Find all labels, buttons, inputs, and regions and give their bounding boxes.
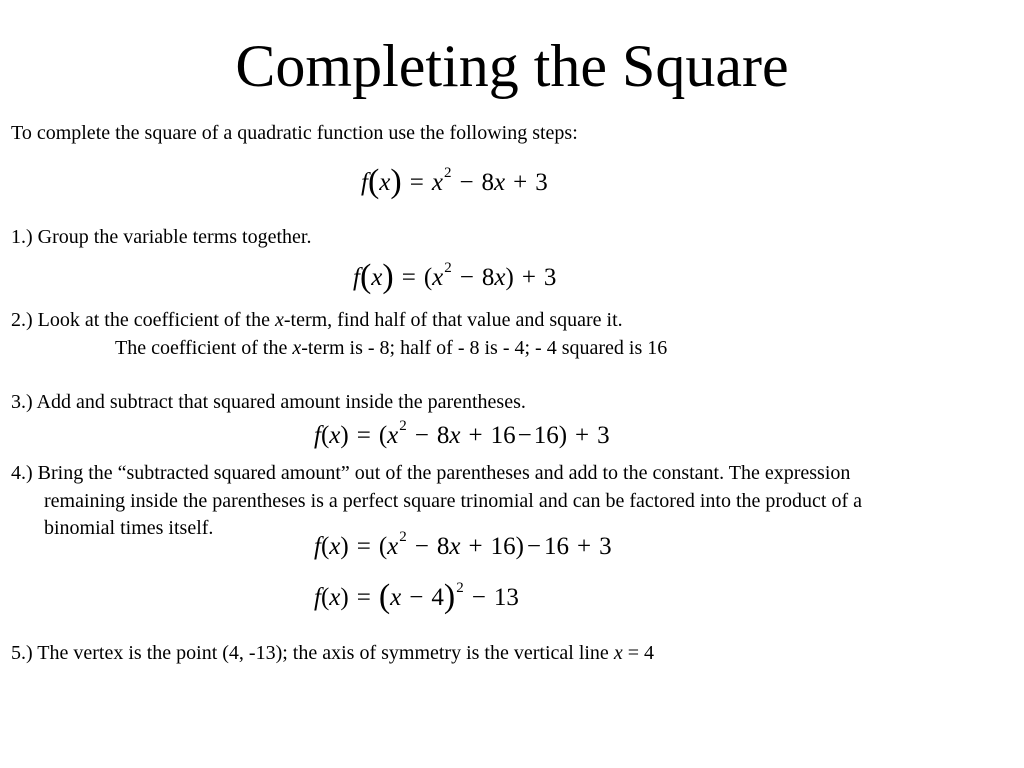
step-1: 1.) Group the variable terms together. bbox=[11, 226, 312, 248]
eq-operator: + bbox=[521, 264, 536, 291]
step-5-prefix: 5.) The vertex is the point (4, -13); the axis of symmetry is the vertical line bbox=[11, 642, 614, 664]
eq-var: x bbox=[371, 264, 383, 291]
eq-paren: ) bbox=[382, 258, 394, 295]
eq-paren: ) bbox=[505, 264, 514, 291]
eq-paren: ) bbox=[390, 163, 402, 200]
eq-paren: ( bbox=[378, 578, 391, 615]
eq-var: x bbox=[432, 264, 444, 291]
eq-var: x bbox=[494, 169, 506, 196]
eq-operator: − bbox=[471, 584, 486, 611]
eq-var: x bbox=[494, 264, 506, 291]
eq-exponent: 2 bbox=[399, 417, 407, 434]
equation-grouped bbox=[353, 259, 556, 294]
eq-paren: ( bbox=[359, 258, 372, 295]
eq-operator: − bbox=[409, 584, 424, 611]
step-5-var: x bbox=[613, 642, 623, 664]
step-2-detail-var: x bbox=[292, 337, 302, 359]
step-4-line-1: 4.) Bring the “subtracted squared amount” out of the parentheses and add to the constant. The expression bbox=[11, 462, 851, 484]
eq-sign: = bbox=[409, 169, 424, 196]
equation-add-subtract bbox=[314, 417, 610, 452]
eq-paren: ) bbox=[443, 578, 456, 615]
eq-func: f bbox=[353, 264, 360, 291]
eq-sign: = bbox=[356, 584, 371, 611]
eq-operator: + bbox=[577, 533, 592, 560]
eq-operator: − bbox=[414, 533, 429, 560]
equation-factored bbox=[314, 579, 519, 614]
step-2-prefix: 2.) Look at the coefficient of the bbox=[11, 309, 275, 331]
eq-paren: ) bbox=[340, 584, 349, 611]
eq-operator: + bbox=[468, 533, 483, 560]
eq-paren: ( bbox=[423, 264, 433, 291]
eq-paren: ( bbox=[320, 584, 330, 611]
eq-const: 16 bbox=[544, 533, 570, 560]
eq-var: x bbox=[329, 533, 341, 560]
eq-const: 3 bbox=[599, 533, 612, 560]
eq-func: f bbox=[361, 169, 368, 196]
eq-operator: − bbox=[526, 533, 542, 560]
eq-sign: = bbox=[401, 264, 416, 291]
eq-operator: − bbox=[517, 422, 532, 449]
eq-var: x bbox=[329, 584, 341, 611]
eq-var: x bbox=[390, 584, 402, 611]
eq-operator: + bbox=[575, 422, 590, 449]
eq-var: x bbox=[387, 422, 399, 449]
intro-text: To complete the square of a quadratic function use the following steps: bbox=[11, 122, 578, 144]
eq-const: 16 bbox=[533, 422, 559, 449]
eq-sign: = bbox=[356, 533, 371, 560]
step-5-suffix: = 4 bbox=[622, 642, 654, 664]
eq-var: x bbox=[379, 169, 391, 196]
eq-exponent: 2 bbox=[443, 164, 452, 181]
step-2-detail-suffix: -term is - 8; half of - 8 is - 4; - 4 squared is 16 bbox=[301, 337, 668, 359]
step-4-line-2: remaining inside the parentheses is a perfect square trinomial and can be factored into the product of a bbox=[44, 490, 863, 512]
eq-exponent: 2 bbox=[399, 528, 407, 545]
eq-const: 3 bbox=[543, 264, 557, 291]
eq-coef: 8 bbox=[481, 169, 495, 196]
eq-const: 16 bbox=[490, 422, 516, 449]
eq-paren: ( bbox=[378, 533, 388, 560]
eq-coef: 8 bbox=[436, 422, 450, 449]
eq-const: 13 bbox=[493, 584, 519, 611]
step-2-detail bbox=[115, 335, 667, 361]
eq-var: x bbox=[449, 422, 461, 449]
eq-var: x bbox=[449, 533, 461, 560]
eq-exponent: 2 bbox=[444, 259, 452, 276]
eq-func: f bbox=[314, 584, 321, 611]
eq-var: x bbox=[387, 533, 399, 560]
eq-const: 3 bbox=[597, 422, 610, 449]
eq-var: x bbox=[329, 422, 341, 449]
page-title: Completing the Square bbox=[235, 33, 789, 99]
eq-operator: − bbox=[459, 264, 474, 291]
eq-operator: + bbox=[468, 422, 483, 449]
step-4-line-3: binomial times itself. bbox=[44, 517, 214, 539]
eq-paren: ) bbox=[340, 422, 349, 449]
eq-paren: ) bbox=[558, 422, 568, 449]
eq-paren: ( bbox=[320, 533, 330, 560]
eq-paren: ( bbox=[378, 422, 388, 449]
step-2-var: x bbox=[274, 309, 284, 331]
equation-initial bbox=[361, 164, 548, 199]
step-2 bbox=[11, 307, 623, 333]
eq-coef: 8 bbox=[436, 533, 450, 560]
step-2-suffix: -term, find half of that value and square it. bbox=[283, 309, 623, 331]
eq-var: x bbox=[431, 169, 443, 196]
eq-const: 16 bbox=[490, 533, 516, 560]
step-5 bbox=[11, 640, 654, 666]
eq-operator: − bbox=[459, 169, 474, 196]
step-2-detail-prefix: The coefficient of the bbox=[115, 337, 293, 359]
eq-coef: 8 bbox=[481, 264, 495, 291]
eq-func: f bbox=[314, 422, 321, 449]
eq-const: 4 bbox=[431, 584, 444, 611]
eq-operator: + bbox=[513, 169, 528, 196]
eq-paren: ( bbox=[320, 422, 330, 449]
eq-exponent: 2 bbox=[456, 579, 464, 596]
eq-func: f bbox=[314, 533, 321, 560]
eq-sign: = bbox=[356, 422, 371, 449]
eq-const: 3 bbox=[535, 169, 548, 196]
eq-paren: ) bbox=[515, 533, 524, 560]
eq-paren: ( bbox=[367, 163, 380, 200]
equation-moved-constant bbox=[314, 528, 612, 563]
eq-operator: − bbox=[414, 422, 429, 449]
eq-paren: ) bbox=[340, 533, 349, 560]
step-3: 3.) Add and subtract that squared amount inside the parentheses. bbox=[11, 391, 526, 413]
